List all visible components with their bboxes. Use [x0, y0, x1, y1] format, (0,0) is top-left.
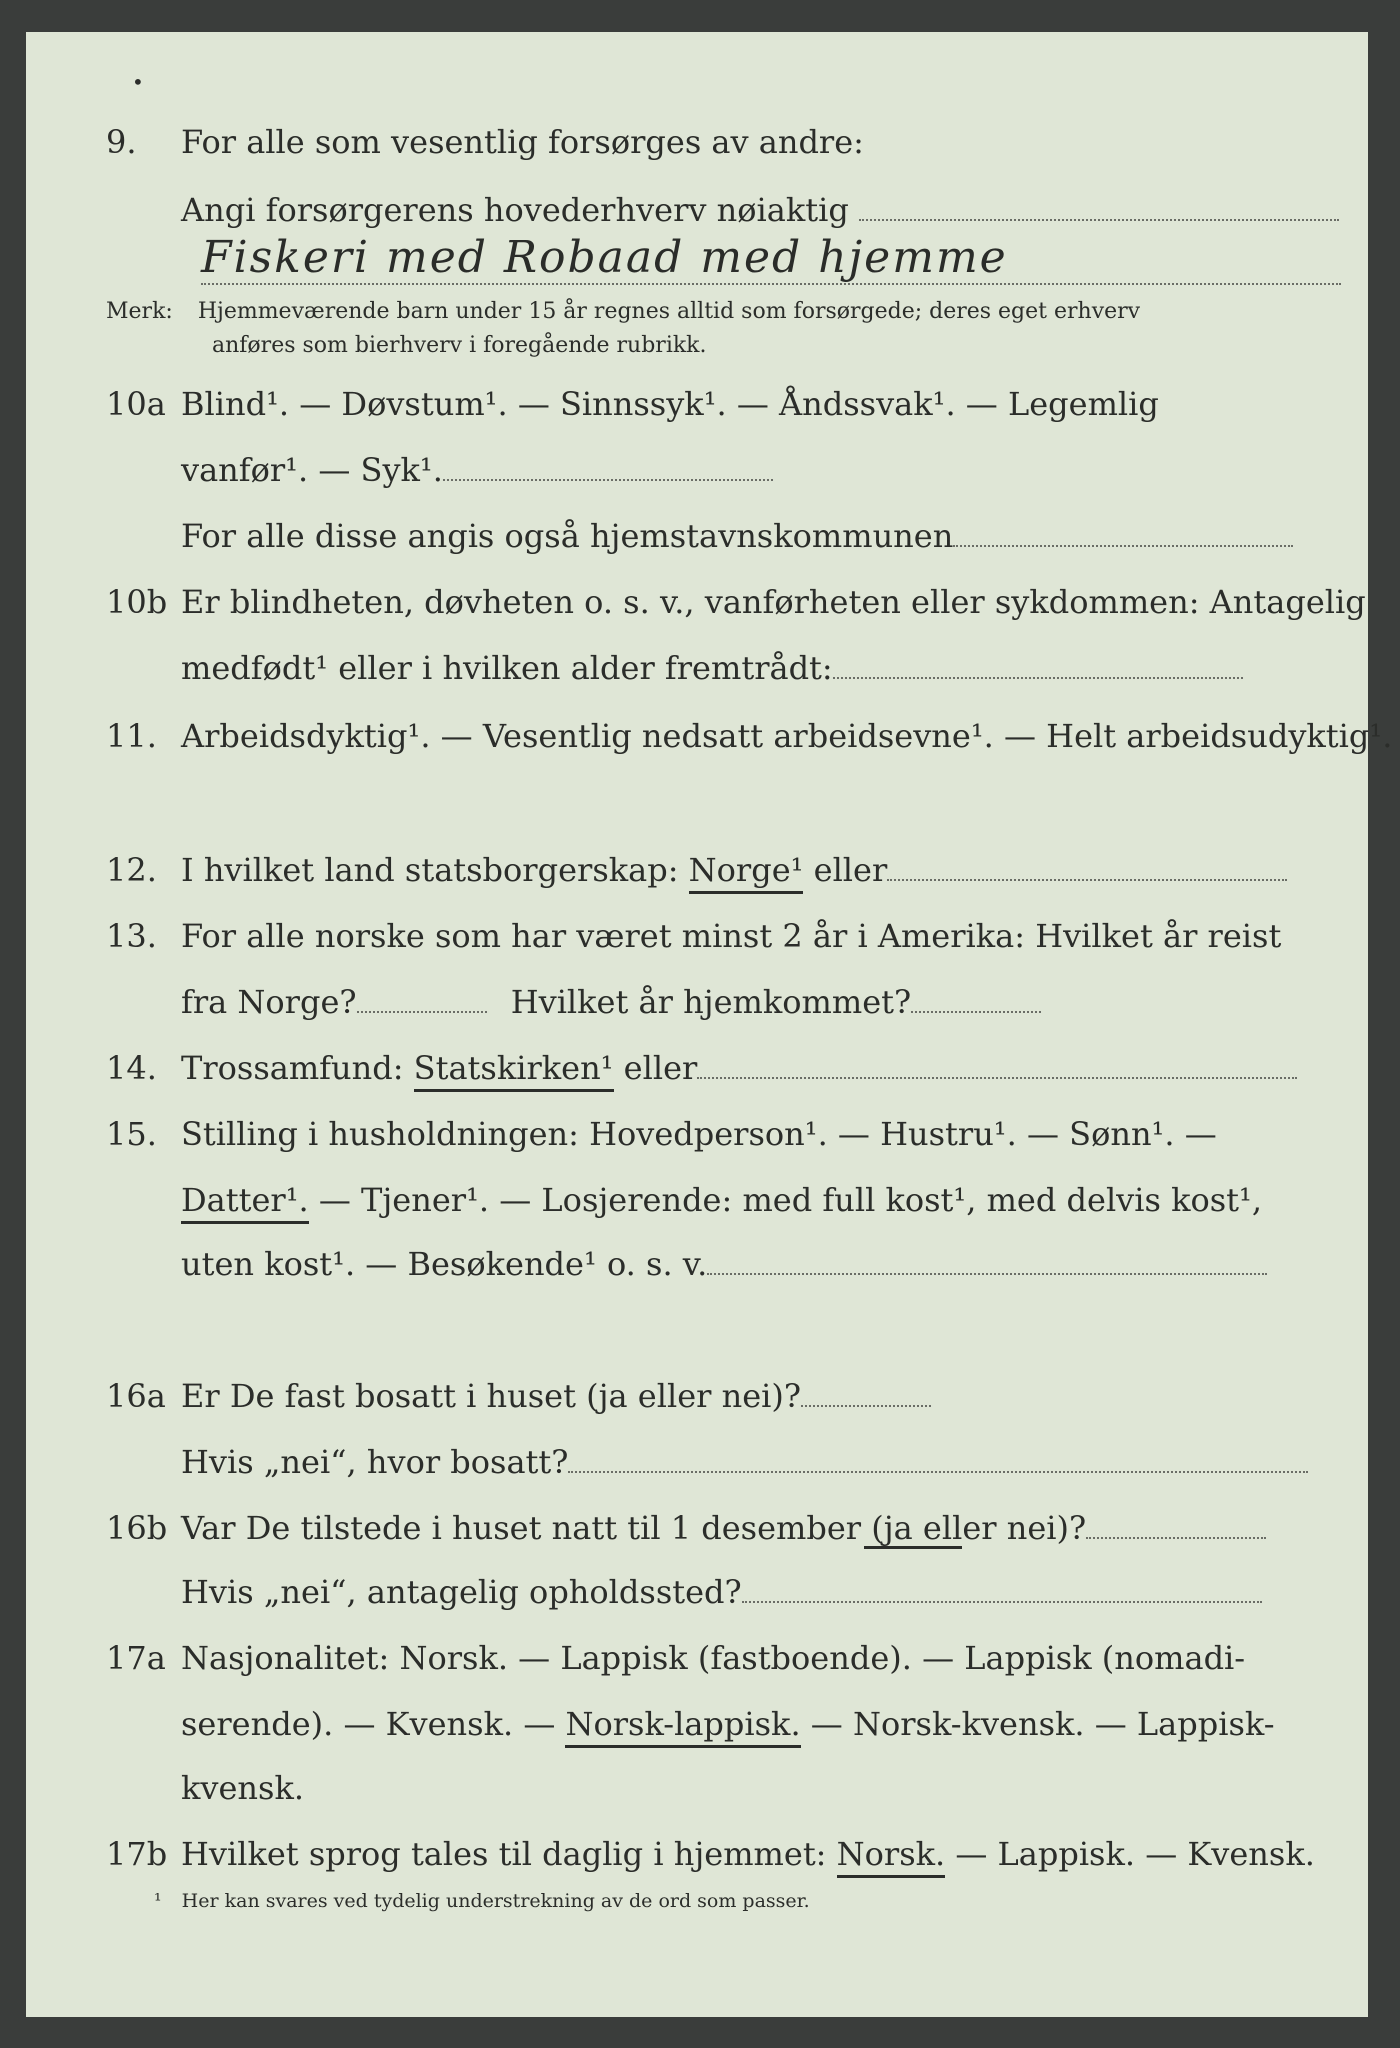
q10b-text2: medfødt¹ eller i hvilken alder fremtrådt:: [181, 649, 833, 687]
q12-suffix: eller: [813, 851, 888, 889]
q12-answer-underlined[interactable]: Norge¹: [689, 851, 804, 894]
footnote-text: Her kan svares ved tydelig understrekning av de ord som passer.: [181, 1890, 810, 1912]
q9-prompt: Angi forsørgerens hovederhverv nøiaktig: [181, 190, 1339, 230]
q16b-answer-underline: [864, 1546, 962, 1549]
q13-right-prompt: Hvilket år hjemkommet?: [510, 983, 912, 1021]
q17a-text2a: serende). — Kvensk. —: [181, 1705, 556, 1743]
q14-prompt: Trossamfund:: [181, 1049, 404, 1087]
q16b-number: 16b: [106, 1509, 168, 1547]
footnote: [154, 1890, 810, 1912]
q16a-where-blank[interactable]: [568, 1447, 1308, 1473]
q16a-text2: Hvis „nei“, hvor bosatt?: [181, 1443, 569, 1481]
merk-label: Merk:: [106, 299, 173, 324]
merk-note: [106, 296, 1140, 328]
q9-handwritten-answer[interactable]: Fiskeri med Robaad med hjemme: [201, 232, 1341, 285]
q10a-text: Blind¹. — Døvstum¹. — Sinnssyk¹. — Åndssvak¹. — Legemlig: [181, 385, 1159, 423]
census-form-page: [26, 32, 1393, 2017]
footnote-mark: ¹: [154, 1890, 162, 1912]
q17a-text: Nasjonalitet: Norsk. — Lappisk (fastboende). — Lappisk (nomadi-: [181, 1639, 1246, 1677]
q15-text2: — Tjener¹. — Losjerende: med full kost¹, med delvis kost¹,: [318, 1181, 1263, 1219]
q17b-answer-underlined[interactable]: Norsk.: [837, 1835, 946, 1878]
q16b-blank[interactable]: [1086, 1513, 1266, 1539]
q12-blank[interactable]: [887, 855, 1287, 881]
q17a-text2b: — Norsk-kvensk. — Lappisk-: [810, 1705, 1275, 1743]
q17a-text3: kvensk.: [181, 1769, 304, 1807]
q13-text: For alle norske som har været minst 2 år i Amerika: Hvilket år reist: [181, 917, 1282, 955]
q16a-number: 16a: [106, 1377, 166, 1415]
q16b-text2: Hvis „nei“, antagelig opholdssted?: [181, 1573, 742, 1611]
q15-text3: uten kost¹. — Besøkende¹ o. s. v.: [181, 1245, 708, 1283]
q15-text: Stilling i husholdningen: Hovedperson¹. — Hustru¹. — Sønn¹. —: [181, 1115, 1217, 1153]
q10b-number: 10b: [106, 583, 168, 621]
q17b-number: 17b: [106, 1835, 168, 1873]
q17b-suffix: — Lappisk. — Kvensk.: [955, 1835, 1315, 1873]
q13-left-blank[interactable]: [357, 987, 487, 1013]
merk-line2: anføres som bierhverv i foregående rubrikk.: [212, 333, 707, 358]
corner-mark: •: [132, 70, 144, 94]
q13-right-blank[interactable]: [911, 987, 1041, 1013]
q9-text: For alle som vesentlig forsørges av andre:: [181, 123, 864, 161]
q17a-answer-underlined[interactable]: Norsk-lappisk.: [565, 1705, 800, 1748]
q14-blank[interactable]: [697, 1053, 1297, 1079]
q15-blank[interactable]: [707, 1249, 1267, 1275]
q10b-blank[interactable]: [833, 653, 1243, 679]
q10a-text2: vanfør¹. — Syk¹.: [181, 451, 443, 489]
q10a-number: 10a: [106, 385, 166, 423]
q11-number: 11.: [106, 717, 157, 755]
q16a-prompt: Er De fast bosatt i huset: [181, 1377, 576, 1415]
q12-prompt: I hvilket land statsborgerskap:: [181, 851, 679, 889]
q10a-hometown-blank[interactable]: [953, 521, 1293, 547]
q16b-place-blank[interactable]: [742, 1577, 1262, 1603]
q15-number: 15.: [106, 1115, 157, 1153]
q16a-blank[interactable]: [801, 1381, 931, 1407]
q11-text: Arbeidsdyktig¹. — Vesentlig nedsatt arbeidsevne¹. — Helt arbeidsudyktig¹.: [181, 717, 1393, 755]
q12-number: 12.: [106, 851, 157, 889]
q10b-text: Er blindheten, døvheten o. s. v., vanførheten eller sykdommen: Antagelig: [181, 583, 1366, 621]
q13-left-prompt: fra Norge?: [181, 983, 357, 1021]
q14-answer-underlined[interactable]: Statskirken¹: [414, 1049, 614, 1092]
q9-number: 9.: [106, 123, 137, 161]
q13-number: 13.: [106, 917, 157, 955]
q10a-blank[interactable]: [443, 455, 773, 481]
q16a-choice: (ja eller nei)?: [586, 1377, 802, 1415]
q10a-text3: For alle disse angis også hjemstavnskommunen: [181, 517, 954, 555]
merk-line1: Hjemmeværende barn under 15 år regnes alltid som forsørgede; deres eget erhverv: [197, 299, 1141, 324]
q17b-prompt: Hvilket sprog tales til daglig i hjemmet:: [181, 1835, 827, 1873]
q17a-number: 17a: [106, 1639, 166, 1677]
q16b-text: Var De tilstede i huset natt til 1 desember (ja eller nei)?: [181, 1509, 1087, 1547]
q14-suffix: eller: [623, 1049, 698, 1087]
q15-answer-underlined[interactable]: Datter¹.: [181, 1181, 309, 1224]
q14-number: 14.: [106, 1049, 157, 1087]
